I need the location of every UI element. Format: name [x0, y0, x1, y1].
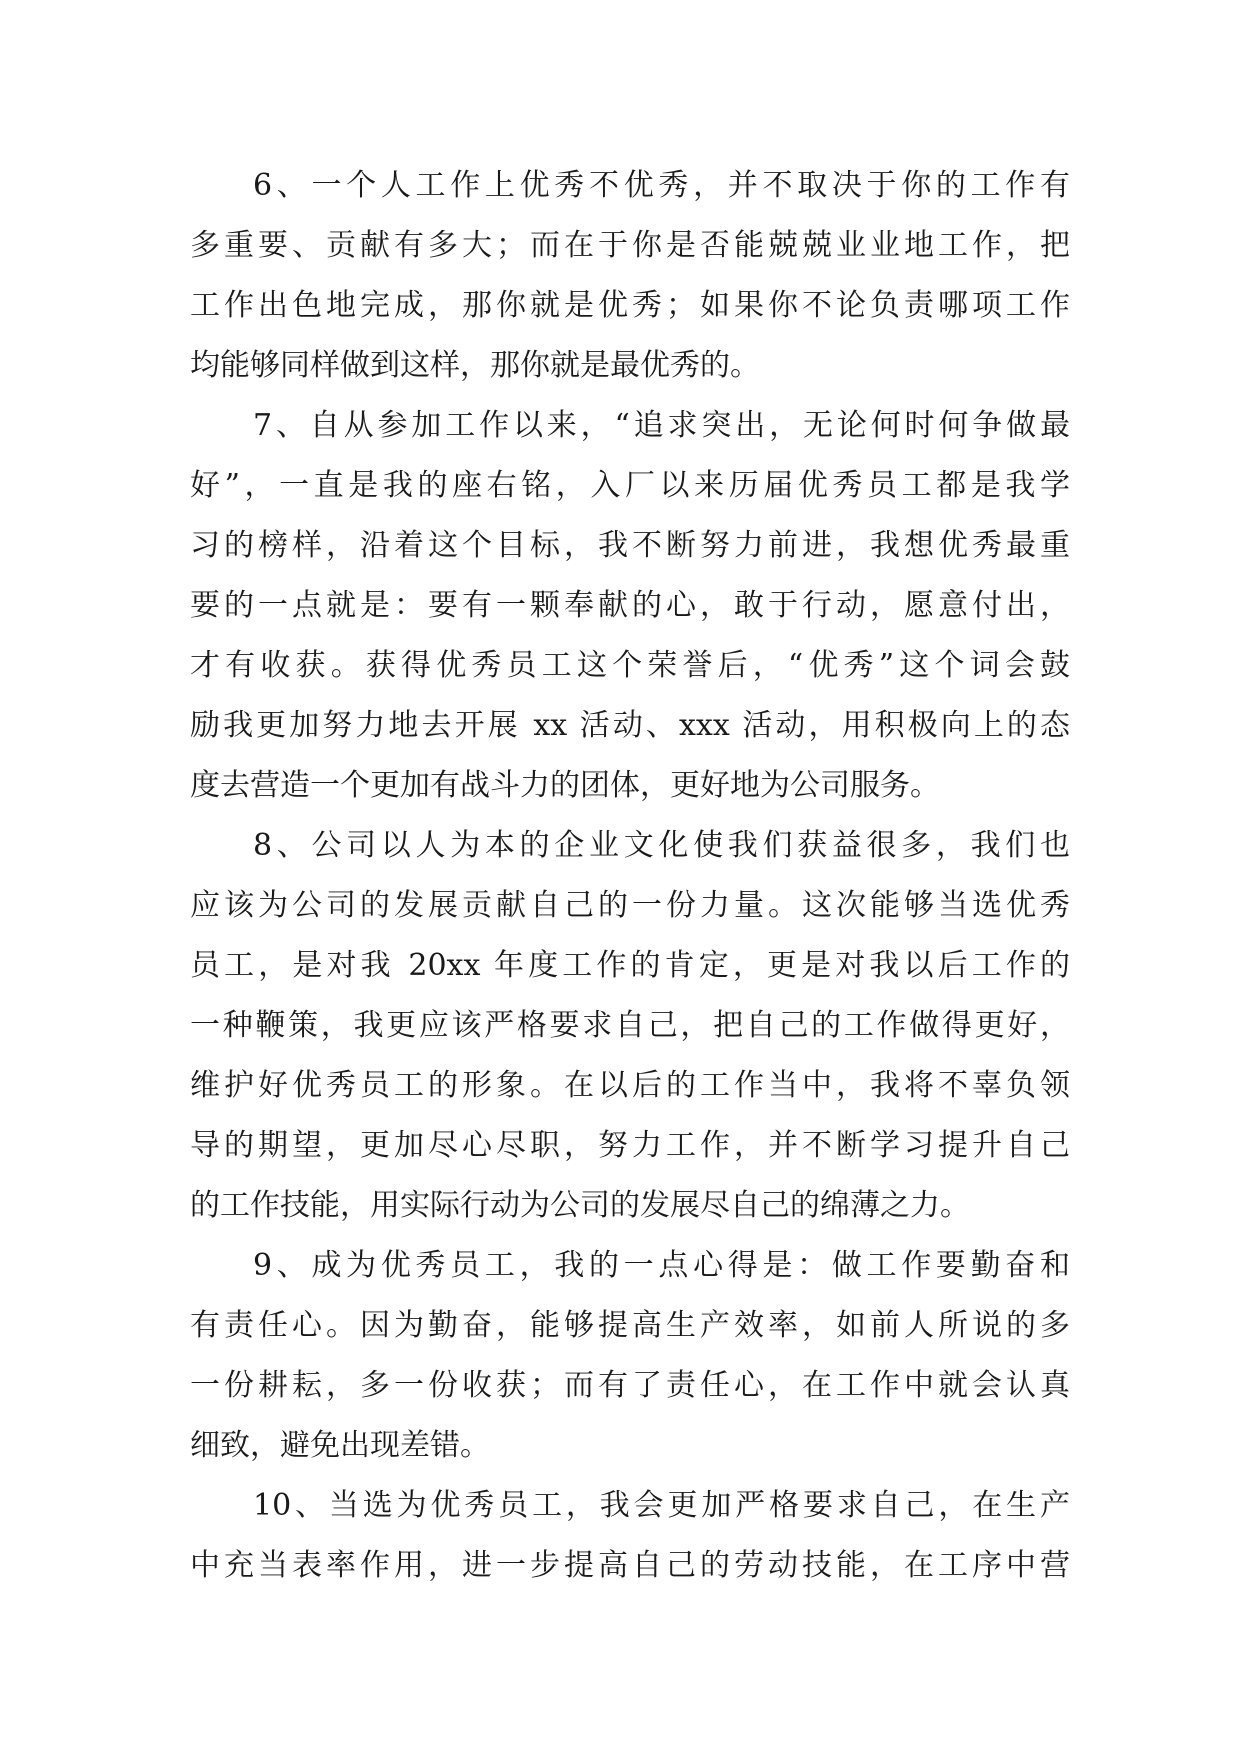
text-line: 习的榜样，沿着这个目标，我不断努力前进，我想优秀最重	[190, 528, 1070, 563]
text-line: 要的一点就是：要有一颗奉献的心，敢于行动，愿意付出，	[190, 588, 1070, 623]
paragraph-9	[190, 1236, 1070, 1476]
text-line: 多重要、贡献有多大；而在于你是否能兢兢业业地工作，把	[190, 228, 1070, 263]
text-line: 员工，是对我 20xx 年度工作的肯定，更是对我以后工作的	[190, 948, 1070, 983]
text-line: 均能够同样做到这样，那你就是最优秀的。	[190, 348, 760, 383]
text-line: 的工作技能，用实际行动为公司的发展尽自己的绵薄之力。	[190, 1188, 970, 1223]
text-line: 导的期望，更加尽心尽职，努力工作，并不断学习提升自己	[190, 1128, 1070, 1163]
text-line: 工作出色地完成，那你就是优秀；如果你不论负责哪项工作	[190, 288, 1070, 323]
text-line: 7、自从参加工作以来，“追求突出，无论何时何争做最	[253, 408, 1070, 443]
text-line: 度去营造一个更加有战斗力的团体，更好地为公司服务。	[190, 768, 940, 803]
document-body	[190, 156, 1070, 1596]
text-line: 维护好优秀员工的形象。在以后的工作当中，我将不辜负领	[190, 1068, 1070, 1103]
text-line: 细致，避免出现差错。	[190, 1428, 490, 1463]
text-line: 9、成为优秀员工，我的一点心得是：做工作要勤奋和	[253, 1248, 1070, 1283]
text-line: 中充当表率作用，进一步提高自己的劳动技能，在工序中营	[190, 1548, 1070, 1583]
text-line: 8、公司以人为本的企业文化使我们获益很多，我们也	[253, 828, 1070, 863]
text-line: 好”，一直是我的座右铭，入厂以来历届优秀员工都是我学	[190, 468, 1070, 503]
text-line: 一种鞭策，我更应该严格要求自己，把自己的工作做得更好，	[190, 1008, 1070, 1043]
paragraph-6	[190, 156, 1070, 396]
text-line: 应该为公司的发展贡献自己的一份力量。这次能够当选优秀	[190, 888, 1070, 923]
text-line: 一份耕耘，多一份收获；而有了责任心，在工作中就会认真	[190, 1368, 1070, 1403]
text-line: 励我更加努力地去开展 xx 活动、xxx 活动，用积极向上的态	[190, 708, 1070, 743]
text-line: 才有收获。获得优秀员工这个荣誉后，“优秀”这个词会鼓	[190, 648, 1070, 683]
paragraph-8	[190, 816, 1070, 1236]
text-line: 10、当选为优秀员工，我会更加严格要求自己，在生产	[253, 1488, 1070, 1523]
paragraph-7	[190, 396, 1070, 816]
text-line: 有责任心。因为勤奋，能够提高生产效率，如前人所说的多	[190, 1308, 1070, 1343]
paragraph-10	[190, 1476, 1070, 1596]
text-line: 6、一个人工作上优秀不优秀，并不取决于你的工作有	[253, 168, 1070, 203]
